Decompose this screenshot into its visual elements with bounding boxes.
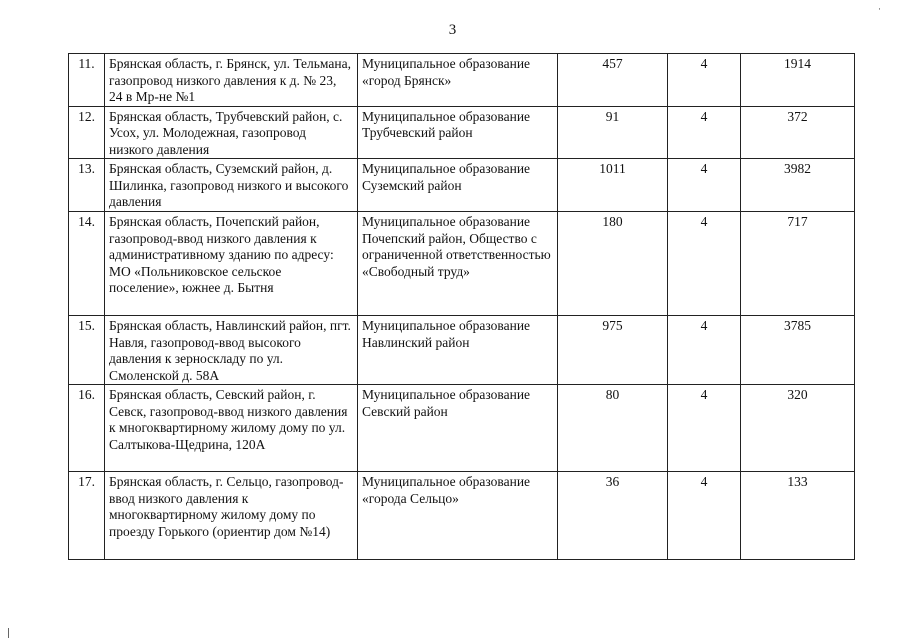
corner-mark: ·: [878, 4, 881, 14]
capacity-cell: 717: [741, 212, 855, 316]
capacity-cell: 3982: [741, 159, 855, 212]
municipality-cell: Муниципальное образование Суземский район: [358, 159, 558, 212]
length-cell: 80: [558, 385, 668, 472]
category-cell: 4: [668, 212, 741, 316]
address-cell: Брянская область, Трубчевский район, с. Усох, ул. Молодежная, газопровод низкого давления: [105, 106, 358, 159]
table-row: [69, 472, 855, 560]
address-cell: Брянская область, Почепский район, газопровод-ввод низкого давления к административному зданию по адресу: МО «Польниковское сельское поселение», южнее д. Бытня: [105, 212, 358, 316]
address-cell: Брянская область, Навлинский район, пгт. Навля, газопровод-ввод высокого давления к зерноскладу по ул. Смоленской д. 58А: [105, 316, 358, 385]
length-cell: 975: [558, 316, 668, 385]
row-number: 13.: [69, 159, 105, 212]
table-row: [69, 385, 855, 472]
category-cell: 4: [668, 159, 741, 212]
table-row: [69, 212, 855, 316]
table-row: [69, 159, 855, 212]
category-cell: 4: [668, 472, 741, 560]
row-number: 11.: [69, 54, 105, 107]
page-number: 3: [448, 22, 457, 38]
table-row: [69, 54, 855, 107]
category-cell: 4: [668, 316, 741, 385]
municipality-cell: Муниципальное образование Трубчевский район: [358, 106, 558, 159]
table-row: [69, 106, 855, 159]
length-cell: 36: [558, 472, 668, 560]
address-cell: Брянская область, Суземский район, д. Шилинка, газопровод низкого и высокого давления: [105, 159, 358, 212]
capacity-cell: 372: [741, 106, 855, 159]
municipality-cell: Муниципальное образование «город Брянск»: [358, 54, 558, 107]
row-number: 17.: [69, 472, 105, 560]
municipality-cell: Муниципальное образование Навлинский район: [358, 316, 558, 385]
capacity-cell: 133: [741, 472, 855, 560]
address-cell: Брянская область, Севский район, г. Севск, газопровод-ввод низкого давления к многоквартирному жилому дому по ул. Салтыкова-Щедрина, 120А: [105, 385, 358, 472]
municipality-cell: Муниципальное образование Севский район: [358, 385, 558, 472]
category-cell: 4: [668, 54, 741, 107]
row-number: 14.: [69, 212, 105, 316]
category-cell: 4: [668, 385, 741, 472]
row-number: 16.: [69, 385, 105, 472]
municipality-cell: Муниципальное образование Почепский район, Общество с ограниченной ответственностью «Свободный труд»: [358, 212, 558, 316]
row-number: 12.: [69, 106, 105, 159]
category-cell: 4: [668, 106, 741, 159]
margin-tick: [8, 628, 9, 638]
table-row: [69, 316, 855, 385]
length-cell: 91: [558, 106, 668, 159]
capacity-cell: 1914: [741, 54, 855, 107]
gas-pipeline-table: [68, 53, 855, 560]
length-cell: 1011: [558, 159, 668, 212]
row-number: 15.: [69, 316, 105, 385]
address-cell: Брянская область, г. Брянск, ул. Тельмана, газопровод низкого давления к д. № 23, 24 в Мр-не №1: [105, 54, 358, 107]
length-cell: 457: [558, 54, 668, 107]
capacity-cell: 3785: [741, 316, 855, 385]
municipality-cell: Муниципальное образование «города Сельцо»: [358, 472, 558, 560]
address-cell: Брянская область, г. Сельцо, газопровод- ввод низкого давления к многоквартирному жилому дому по проезду Горького (ориентир дом №14): [105, 472, 358, 560]
length-cell: 180: [558, 212, 668, 316]
capacity-cell: 320: [741, 385, 855, 472]
